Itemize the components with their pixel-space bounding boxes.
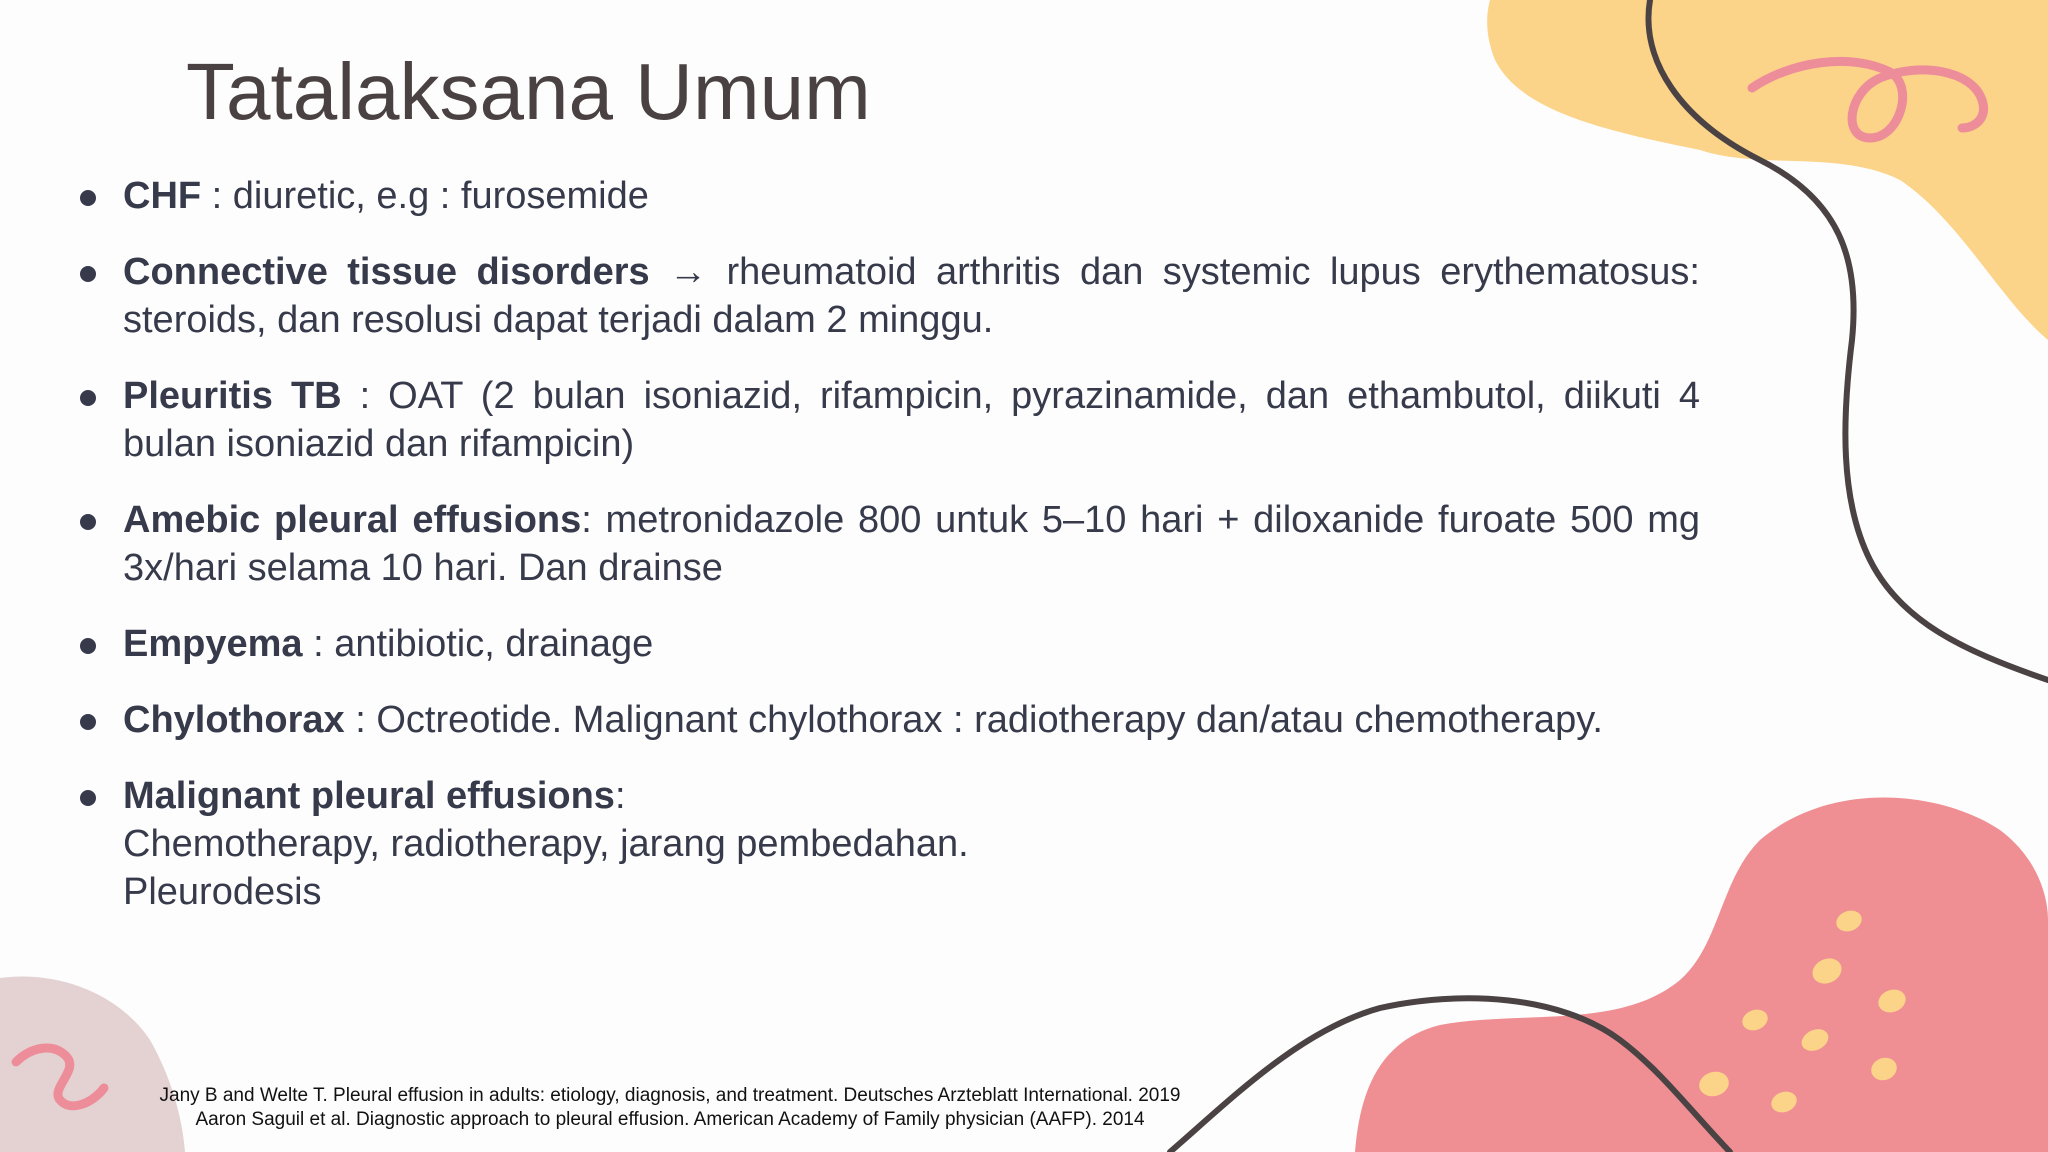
- reference-line: Aaron Saguil et al. Diagnostic approach to pleural effusion. American Academy of Family physician (AAFP). 2014: [195, 1109, 1145, 1130]
- bullet-term: Pleuritis TB: [123, 375, 342, 417]
- bullet-item-pleuritis-tb: [80, 372, 1700, 468]
- bullet-text: : Octreotide. Malignant chylothorax : radiotherapy dan/atau chemotherapy.: [344, 699, 1603, 741]
- bullet-text: :: [614, 775, 626, 817]
- bullet-dot-icon: [80, 266, 96, 282]
- bullet-text: : OAT (2 bulan isoniazid, rifampicin, pyrazinamide, dan ethambutol, diikuti 4 bulan isoniazid dan rifampicin): [123, 375, 1701, 465]
- bullet-term: CHF: [123, 175, 202, 217]
- bullet-text: : diuretic, e.g : furosemide: [201, 175, 649, 217]
- bullet-text: : metronidazole 800 untuk 5–10 hari + diloxanide furoate 500 mg 3x/hari selama 10 hari. Dan drainse: [123, 499, 1700, 589]
- bullet-extra-line: Chemotherapy, radiotherapy, jarang pembedahan.: [123, 823, 969, 865]
- bullet-dot-icon: [80, 714, 96, 730]
- bullet-term: Malignant pleural effusions: [123, 775, 615, 817]
- bullet-list: [80, 172, 1700, 944]
- reference-line: Jany B and Welte T. Pleural effusion in adults: etiology, diagnosis, and treatment. Deutsches Arzteblatt International. 2019: [159, 1085, 1181, 1106]
- bullet-term: Amebic pleural effusions: [123, 499, 582, 541]
- bullet-item-empyema: [80, 620, 1700, 668]
- bullet-dot-icon: [80, 190, 96, 206]
- slide-title: Tatalaksana Umum: [186, 47, 871, 136]
- bullet-text: : antibiotic, drainage: [302, 623, 654, 665]
- bullet-term: Chylothorax: [123, 699, 345, 741]
- bullet-item-connective-tissue: [80, 248, 1700, 344]
- bullet-item-malignant: [80, 772, 1700, 916]
- references: [120, 1084, 1220, 1132]
- bullet-item-chylothorax: [80, 696, 1700, 744]
- bullet-term: Connective tissue disorders: [123, 251, 650, 293]
- bullet-term: Empyema: [123, 623, 303, 665]
- bullet-extra-line: Pleurodesis: [123, 871, 322, 913]
- bullet-item-chf: [80, 172, 1700, 220]
- bullet-dot-icon: [80, 390, 96, 406]
- bullet-item-amebic: [80, 496, 1700, 592]
- bullet-dot-icon: [80, 638, 96, 654]
- bullet-dot-icon: [80, 790, 96, 806]
- bullet-text: → rheumatoid arthritis dan systemic lupus erythematosus: steroids, dan resolusi dapat terjadi dalam 2 minggu.: [123, 251, 1700, 341]
- bullet-dot-icon: [80, 514, 96, 530]
